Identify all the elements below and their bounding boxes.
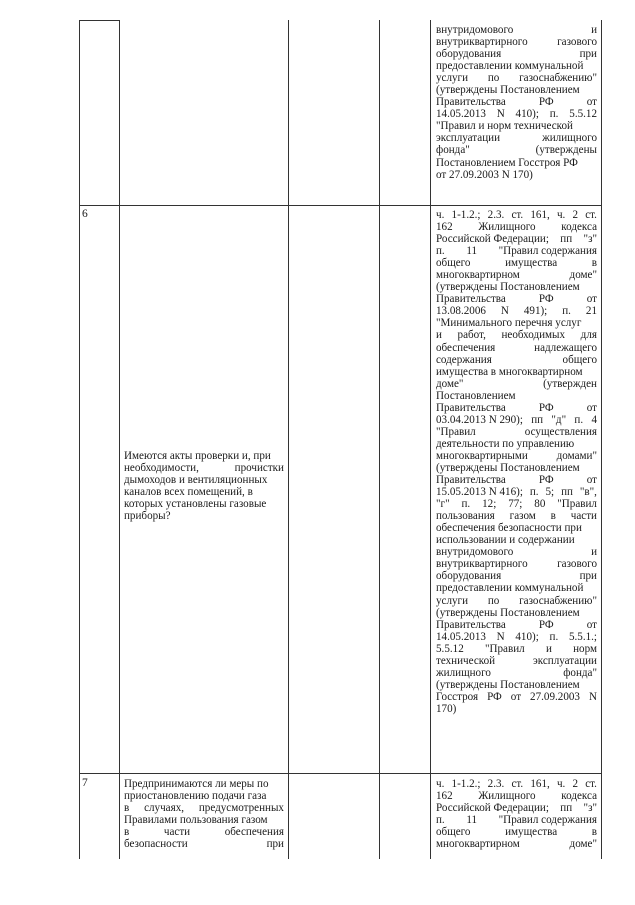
legal-reference-line	[436, 281, 597, 293]
legal-reference-text: 12;	[482, 498, 497, 511]
legal-reference-text: пп	[561, 486, 573, 499]
legal-reference-text: ст.	[585, 209, 597, 221]
legal-reference-text: необходимых	[501, 329, 566, 342]
legal-reference-text: кодекса	[561, 221, 597, 234]
legal-reference-text: Правительства	[436, 293, 506, 306]
checklist-question-text: в	[124, 802, 130, 815]
legal-reference-text: деятельности по управлению	[436, 437, 575, 450]
legal-reference-text: внутридомового	[436, 546, 514, 559]
legal-reference-text: внутриквартирного	[436, 558, 528, 571]
legal-reference-text: 15.05.2013 N 416);	[436, 486, 523, 499]
legal-reference-line	[436, 329, 597, 341]
legal-reference-line	[436, 366, 597, 378]
legal-reference-text: от	[586, 474, 597, 487]
legal-reference-text: РФ	[538, 401, 554, 414]
legal-reference-text: норм	[573, 642, 597, 655]
legal-reference-text: 2.3.	[487, 778, 505, 790]
legal-reference-text: ст.	[511, 778, 524, 790]
legal-reference-text: использовании и содержании	[436, 534, 575, 547]
legal-reference-text: по	[487, 72, 500, 85]
legal-reference-line	[436, 582, 597, 594]
legal-reference-text: 491);	[523, 305, 548, 318]
legal-reference-text: (утверждены Постановлением	[436, 84, 580, 97]
column-divider-2	[288, 20, 289, 859]
legal-reference-text: газоснабжению"	[519, 594, 597, 607]
checklist-question-text: прочистки	[234, 462, 284, 475]
legal-reference-text: 2	[572, 778, 579, 790]
legal-reference-line	[436, 486, 597, 498]
legal-reference-text: "Правил	[484, 642, 525, 655]
legal-reference-text: в	[591, 257, 597, 270]
legal-reference-text: Жилищного	[478, 221, 536, 234]
legal-reference-text: ч.	[436, 209, 445, 221]
checklist-question-text: предусмотренных	[198, 802, 284, 815]
row-number-6: 6	[82, 208, 88, 220]
legal-reference-text: N	[588, 690, 597, 703]
legal-reference-text: части	[570, 510, 597, 523]
row-6-reference-cell	[436, 209, 597, 715]
legal-reference-text: эксплуатации	[532, 654, 597, 667]
legal-reference-text: 11	[466, 814, 478, 827]
checklist-question-text: дымоходов и вентиляционных	[124, 474, 268, 487]
legal-reference-line	[436, 838, 597, 850]
legal-reference-line	[436, 60, 597, 72]
legal-reference-text: 162	[436, 221, 453, 234]
legal-reference-text: пп	[531, 413, 544, 426]
legal-reference-text: "Правил	[436, 425, 476, 438]
checklist-question-line	[124, 462, 284, 474]
row-divider-2	[79, 773, 602, 774]
legal-reference-line	[436, 72, 597, 84]
legal-reference-text: ст.	[585, 778, 597, 790]
legal-reference-text: Правительства	[436, 618, 506, 631]
legal-reference-line	[436, 120, 597, 132]
legal-reference-line	[436, 462, 597, 474]
legal-reference-text: 410);	[515, 630, 539, 643]
legal-reference-text: Постановлением Госстроя РФ	[436, 156, 578, 169]
legal-reference-line	[436, 667, 597, 679]
legal-reference-line	[436, 305, 597, 317]
legal-reference-text: 13.08.2006	[436, 305, 486, 318]
legal-reference-text: от	[586, 96, 597, 109]
legal-reference-text: доме"	[436, 377, 464, 390]
legal-reference-text: "Правил содержания	[498, 245, 597, 258]
legal-reference-text: услуги	[436, 594, 469, 607]
legal-reference-text: "Минимального перечня услуг	[436, 317, 582, 330]
legal-reference-line	[436, 221, 597, 233]
legal-reference-text: ч.	[556, 209, 566, 221]
legal-reference-text: газового	[557, 558, 597, 571]
legal-reference-text: РФ	[538, 474, 554, 487]
column-divider-4	[430, 20, 431, 859]
legal-reference-text: пп	[560, 802, 573, 815]
legal-reference-text: п.	[436, 814, 445, 827]
checklist-question-text: приостановлению подачи газа	[124, 790, 267, 803]
legal-reference-text: п.	[574, 413, 584, 426]
table-border-right	[601, 20, 602, 859]
checklist-question-line	[124, 778, 284, 790]
legal-reference-text: работ,	[457, 329, 486, 342]
legal-reference-text: фонда"	[436, 144, 470, 157]
legal-reference-text: от	[586, 618, 597, 631]
legal-reference-text: РФ	[538, 96, 554, 109]
legal-reference-text: Российской Федерации;	[436, 802, 549, 815]
legal-reference-text: эксплуатации	[436, 132, 501, 145]
legal-reference-text: от	[586, 401, 597, 414]
legal-reference-line	[436, 414, 597, 426]
legal-reference-text: общего	[436, 826, 471, 839]
legal-reference-text: 5.5.12	[436, 642, 464, 655]
row-6-question-cell	[124, 450, 284, 522]
legal-reference-text: Правительства	[436, 401, 506, 414]
checklist-question-text: приборы?	[124, 510, 171, 523]
legal-reference-line	[436, 450, 597, 462]
legal-reference-text: доме"	[569, 838, 597, 851]
legal-reference-text: Правительства	[436, 96, 506, 109]
legal-reference-line	[436, 498, 597, 510]
legal-reference-text: многоквартирными	[436, 449, 528, 462]
legal-reference-text: 5.5.1.;	[568, 630, 597, 643]
legal-reference-line	[436, 48, 597, 60]
legal-reference-text: внутридомового	[436, 24, 514, 36]
legal-reference-text: 27.09.2003	[530, 690, 580, 703]
legal-reference-line	[436, 558, 597, 570]
legal-reference-text: Жилищного	[478, 790, 536, 803]
legal-reference-line	[436, 546, 597, 558]
legal-reference-text: п.	[562, 305, 571, 318]
legal-reference-text: 161,	[530, 778, 550, 790]
legal-reference-text: п.	[549, 108, 559, 121]
legal-reference-text: (утверждены Постановлением	[436, 606, 580, 619]
legal-reference-text: 80	[534, 498, 546, 511]
legal-reference-text: газом	[509, 510, 536, 523]
table-border-top-cell	[79, 20, 120, 21]
row-number-7: 7	[82, 777, 88, 789]
legal-reference-line	[436, 354, 597, 366]
legal-reference-text: РФ	[487, 690, 502, 703]
legal-reference-text: 21	[585, 305, 597, 318]
legal-reference-line	[436, 802, 597, 814]
legal-reference-text: многоквартирном	[436, 838, 520, 851]
legal-reference-text: "з"	[583, 802, 597, 815]
legal-reference-text: "Правил	[557, 498, 597, 511]
legal-reference-text: услуги	[436, 72, 469, 85]
legal-reference-line	[436, 169, 597, 181]
legal-reference-text: жилищного	[542, 132, 597, 145]
legal-reference-text: 2	[572, 209, 579, 221]
legal-reference-text: 410);	[515, 108, 539, 121]
legal-reference-text: "Правил и норм технической	[436, 120, 573, 133]
legal-reference-text: общего	[562, 353, 597, 366]
column-divider-3	[379, 20, 380, 859]
legal-reference-text: и	[591, 24, 597, 36]
legal-reference-line	[436, 245, 597, 257]
legal-reference-text: 5.5.12	[569, 108, 597, 121]
checklist-question-text: при	[266, 838, 284, 851]
legal-reference-line	[436, 679, 597, 691]
legal-reference-text: (утверждены Постановлением	[436, 678, 580, 691]
legal-reference-text: Постановлением	[436, 389, 516, 402]
legal-reference-text: РФ	[538, 293, 554, 306]
legal-reference-text: ч.	[436, 778, 445, 790]
legal-reference-text: от	[586, 293, 597, 306]
checklist-question-text: необходимости,	[124, 462, 199, 475]
legal-reference-text: 161,	[530, 209, 550, 221]
checklist-question-line	[124, 450, 284, 462]
legal-reference-line	[436, 619, 597, 631]
legal-reference-text: и	[591, 546, 597, 559]
checklist-question-text: которых установлены газовые	[124, 498, 267, 511]
legal-reference-text: 170)	[436, 702, 457, 715]
legal-reference-text: 14.05.2013	[436, 108, 486, 121]
legal-reference-line	[436, 655, 597, 667]
legal-reference-text: "д"	[551, 413, 567, 426]
legal-reference-text: Российской Федерации;	[436, 233, 549, 246]
legal-reference-line	[436, 607, 597, 619]
legal-reference-text: п.	[436, 245, 445, 258]
legal-reference-text: 03.04.2013 N 290);	[436, 413, 523, 426]
row-7-reference-cell	[436, 778, 597, 850]
column-divider-1	[119, 20, 120, 859]
legal-reference-text: "з"	[583, 233, 597, 246]
legal-reference-line	[436, 132, 597, 144]
checklist-question-text: Правилами пользования газом	[124, 814, 268, 827]
legal-reference-text: имущества	[505, 826, 558, 839]
checklist-question-text: Имеются акты проверки и, при	[124, 450, 271, 462]
row-1-reference-cell	[436, 24, 597, 181]
legal-reference-text: многоквартирном	[436, 269, 520, 282]
legal-reference-text: газового	[557, 36, 597, 49]
checklist-question-text: обеспечения	[224, 826, 284, 839]
legal-reference-text: РФ	[538, 618, 554, 631]
checklist-question-line	[124, 814, 284, 826]
legal-reference-line	[436, 790, 597, 802]
legal-reference-text: внутриквартирного	[436, 36, 528, 49]
checklist-question-text: части	[163, 826, 191, 839]
legal-reference-line	[436, 778, 597, 790]
legal-reference-line	[436, 233, 597, 245]
legal-reference-line	[436, 402, 597, 414]
legal-reference-text: и	[436, 329, 442, 342]
legal-reference-text: в	[550, 510, 556, 523]
legal-reference-text: "Правил содержания	[498, 814, 597, 827]
legal-reference-text: оборудования	[436, 48, 502, 61]
legal-reference-text: 5;	[545, 486, 555, 499]
checklist-question-line	[124, 802, 284, 814]
legal-reference-line	[436, 108, 597, 120]
row-divider-1	[79, 205, 602, 206]
legal-reference-text: по	[487, 594, 500, 607]
legal-reference-text: N	[496, 108, 505, 121]
legal-reference-line	[436, 426, 597, 438]
legal-reference-text: имущества в многоквартирном	[436, 365, 583, 378]
legal-reference-text: п.	[461, 498, 471, 511]
legal-reference-line	[436, 643, 597, 655]
legal-reference-line	[436, 209, 597, 221]
legal-reference-text: "г"	[436, 498, 450, 511]
checklist-question-line	[124, 790, 284, 802]
legal-reference-line	[436, 534, 597, 546]
checklist-question-text: в	[124, 826, 130, 839]
legal-reference-text: жилищного	[436, 666, 491, 679]
legal-reference-text: фонда"	[563, 666, 597, 679]
legal-reference-text: Госстроя	[436, 690, 479, 703]
legal-reference-text: N	[500, 305, 509, 318]
legal-reference-line	[436, 703, 597, 715]
legal-reference-text: осуществления	[524, 425, 597, 438]
legal-reference-text: при	[579, 48, 597, 61]
legal-reference-line	[436, 570, 597, 582]
legal-reference-line	[436, 814, 597, 826]
legal-reference-text: 162	[436, 790, 453, 803]
legal-reference-line	[436, 378, 597, 390]
checklist-question-line	[124, 826, 284, 838]
legal-reference-text: доме"	[569, 269, 597, 282]
legal-reference-text: 1-1.2.;	[451, 209, 481, 221]
checklist-question-line	[124, 486, 284, 498]
legal-reference-text: (утверждены	[535, 144, 597, 157]
legal-reference-text: предоставлении коммунальной	[436, 60, 584, 73]
legal-reference-text: (утверждены Постановлением	[436, 461, 580, 474]
legal-reference-text: имущества	[505, 257, 558, 270]
legal-reference-text: предоставлении коммунальной	[436, 582, 584, 595]
legal-reference-line	[436, 293, 597, 305]
legal-reference-line	[436, 438, 597, 450]
legal-reference-text: (утверждены Постановлением	[436, 281, 580, 294]
legal-reference-line	[436, 84, 597, 96]
legal-reference-line	[436, 595, 597, 607]
legal-reference-line	[436, 510, 597, 522]
checklist-question-line	[124, 474, 284, 486]
legal-reference-line	[436, 24, 597, 36]
legal-reference-text: "в",	[579, 486, 597, 499]
checklist-question-line	[124, 838, 284, 850]
legal-reference-text: газоснабжению"	[519, 72, 597, 85]
checklist-question-text: Предпринимаются ли меры по	[124, 778, 269, 790]
legal-reference-text: в	[591, 826, 597, 839]
legal-reference-text: 14.05.2013	[436, 630, 486, 643]
legal-reference-text: 1-1.2.;	[451, 778, 481, 790]
legal-reference-line	[436, 631, 597, 643]
legal-reference-line	[436, 317, 597, 329]
legal-reference-line	[436, 257, 597, 269]
legal-reference-line	[436, 342, 597, 354]
checklist-question-text: каналов всех помещений, в	[124, 486, 253, 499]
legal-reference-text: ч.	[556, 778, 566, 790]
legal-reference-text: N	[496, 630, 505, 643]
legal-reference-text: Правительства	[436, 474, 506, 487]
legal-reference-text: пп	[560, 233, 573, 246]
checklist-question-text: случаях,	[144, 802, 185, 815]
legal-reference-line	[436, 691, 597, 703]
table-border-left	[79, 20, 80, 859]
legal-reference-text: содержания	[436, 353, 492, 366]
legal-reference-text: для	[580, 329, 597, 342]
legal-reference-text: при	[579, 570, 597, 583]
legal-reference-text: и	[545, 642, 552, 655]
legal-reference-text: (утвержден	[543, 377, 597, 390]
legal-reference-line	[436, 96, 597, 108]
legal-reference-text: п.	[549, 630, 559, 643]
legal-reference-text: кодекса	[561, 790, 597, 803]
row-7-question-cell	[124, 778, 284, 850]
legal-reference-line	[436, 269, 597, 281]
legal-reference-text: 11	[466, 245, 478, 258]
legal-reference-text: от	[510, 690, 522, 703]
legal-reference-text: ст.	[511, 209, 524, 221]
legal-reference-text: п.	[529, 486, 539, 499]
legal-reference-text: обеспечения безопасности при	[436, 522, 582, 535]
legal-reference-line	[436, 474, 597, 486]
legal-reference-line	[436, 36, 597, 48]
checklist-question-text: безопасности	[124, 838, 188, 851]
legal-reference-text: 4	[591, 413, 597, 426]
legal-reference-text: оборудования	[436, 570, 502, 583]
legal-reference-line	[436, 522, 597, 534]
legal-reference-text: 77;	[508, 498, 523, 511]
legal-reference-text: домами"	[556, 449, 597, 462]
legal-reference-line	[436, 157, 597, 169]
legal-reference-line	[436, 144, 597, 156]
legal-reference-text: надлежащего	[534, 341, 597, 354]
legal-reference-text: пользования	[436, 510, 495, 523]
legal-reference-text: обеспечения	[436, 341, 496, 354]
legal-reference-text: 2.3.	[487, 209, 505, 221]
checklist-question-line	[124, 510, 284, 522]
checklist-question-line	[124, 498, 284, 510]
legal-reference-line	[436, 390, 597, 402]
legal-reference-text: технической	[436, 654, 496, 667]
legal-reference-text: общего	[436, 257, 471, 270]
legal-reference-line	[436, 826, 597, 838]
legal-reference-text: от 27.09.2003 N 170)	[436, 168, 533, 181]
